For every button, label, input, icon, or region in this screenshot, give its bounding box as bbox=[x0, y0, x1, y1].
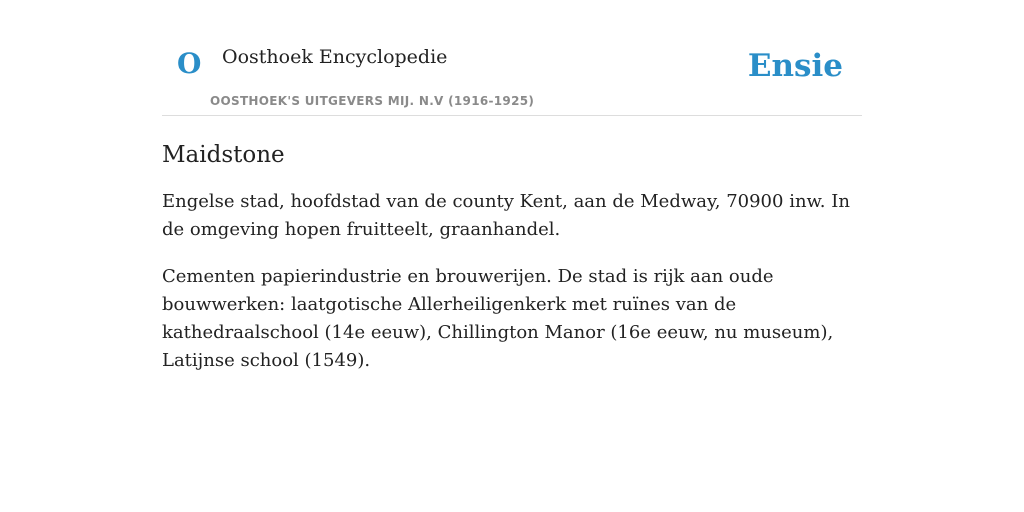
page bbox=[162, 0, 862, 375]
source-header bbox=[162, 0, 862, 116]
entry-title: Maidstone bbox=[162, 142, 285, 168]
entry-paragraph: Cementen papierindustrie en brouwerijen. De stad is rijk aan oude bouwwerken: laatgotische Allerheiligenkerk met ruïnes van de kathedraalschool (14e eeuw), Chillington Manor (16e eeuw, nu museum), Latijnse school (1549). bbox=[162, 266, 834, 371]
source-title-link[interactable]: Oosthoek Encyclopedie bbox=[222, 46, 448, 68]
ensie-logo-link[interactable]: Ensie bbox=[747, 48, 843, 84]
publisher-label: OOSTHOEK'S UITGEVERS MIJ. N.V (1916-1925) bbox=[210, 94, 535, 108]
entry-body bbox=[162, 188, 862, 375]
source-logo[interactable]: O bbox=[177, 47, 202, 80]
entry-paragraph: Engelse stad, hoofdstad van de county Kent, aan de Medway, 70900 inw. In de omgeving hopen fruitteelt, graanhandel. bbox=[162, 191, 850, 240]
